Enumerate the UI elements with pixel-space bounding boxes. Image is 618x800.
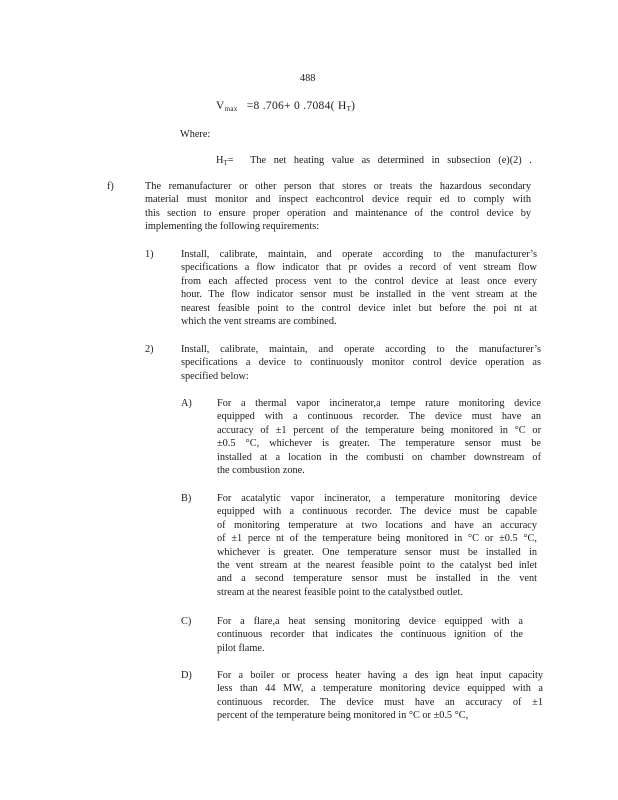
item-2-marker: 2) [145,344,154,355]
para-f-line: The remanufacturer or other person that stores or treats the hazardous secondary [145,181,531,192]
para-f-text [145,180,531,234]
equation-rhs: =8 .706+ 0 .7084( H [246,100,347,112]
item-a-marker: A) [181,398,192,409]
item-a-line: installed at a location in the combusti on chamber downstream of [217,451,541,463]
item-b-marker: B) [181,493,192,504]
item-1-text [181,248,537,328]
item-c-line: continuous recorder that indicates the continuous ignition of the [217,629,523,641]
para-f-line: material must monitor and inspect eachcontrol device requir ed to comply with [145,194,531,206]
vmax-equation [216,100,355,116]
item-b-line: the vent stream at the nearest feasible point to the catalyst bed inlet [217,560,537,572]
definition-symbol: H [216,155,224,166]
item-1-marker: 1) [145,249,154,260]
para-f-line: implementing the following requirements: [145,221,320,233]
equation-variable: V [216,100,225,112]
para-f-line: this section to ensure proper operation and maintenance of the control device by [145,207,531,219]
item-d-marker: D) [181,670,192,681]
item-1-line: hour. The flow indicator sensor must be installed in the vent stream at the [181,289,537,301]
item-b-line: of monitoring temperature at two locations and have an accuracy [217,519,537,531]
definition-symbol-subscript: T [223,159,228,167]
item-1-line: which the vent streams are combined. [181,316,337,328]
definition-equals: = [227,155,234,166]
item-d-text [217,669,543,723]
item-a-line: equipped with a continuous recorder. The device must have an [217,411,541,423]
item-1-line: from each affected process vent to the control device at least once every [181,275,537,287]
item-a-line: accuracy of ±1 percent of the temperature being monitored in °C or [217,424,541,436]
item-d-line: continuous recorder. The device must have an accuracy of ±1 [217,696,543,708]
para-f-marker: f) [107,181,114,192]
item-c-line: For a flare,a heat sensing monitoring device equipped with a [217,616,523,627]
where-label: Where: [180,129,211,140]
item-1-line: Install, calibrate, maintain, and operate according to the manufacturer’s [181,249,537,260]
item-c-text [217,615,523,655]
item-c-marker: C) [181,616,192,627]
ht-definition [216,154,532,170]
item-b-line: of ±1 perce nt of the temperature being monitored in °C or ±0.5 °C, [217,533,537,545]
item-a-line: For a thermal vapor incinerator,a tempe rature monitoring device [217,398,541,409]
item-b-line: stream at the nearest feasible point to the catalystbed outlet. [217,586,463,598]
item-b-text [217,492,537,599]
item-b-line: For acatalytic vapor incinerator, a temperature monitoring device [217,493,537,504]
item-a-line: ±0.5 °C, whichever is greater. The temperature sensor must be [217,438,541,450]
item-a-text [217,397,541,477]
item-c-line: pilot flame. [217,642,265,654]
item-b-line: and a second temperature sensor must be installed in the vent [217,573,537,585]
item-b-line: equipped with a continuous recorder. The device must be capable [217,506,537,518]
equation-variable-subscript: max [224,105,238,113]
item-a-line: the combustion zone. [217,465,305,477]
item-d-line: For a boiler or process heater having a des ign heat input capacity [217,670,543,681]
equation-rhs-close: ) [351,100,356,112]
item-d-line: percent of the temperature being monitored in °C or ±0.5 °C, [217,710,469,722]
item-2-line: Install, calibrate, maintain, and operate according to the manufacturer’s [181,344,541,355]
item-1-line: specifications a flow indicator that pr ovides a record of vent stream flow [181,262,537,274]
equation-rhs-subscript: T [346,105,352,113]
item-2-line: specified below: [181,370,249,382]
item-1-line: nearest feasible point to the control device inlet but before the poi nt at [181,302,537,314]
definition-text: The net heating value as determined in subsection (e)(2) . [250,155,532,166]
item-2-line: specifications a device to continuously monitor control device operation as [181,357,541,369]
page-number: 488 [300,73,316,84]
item-2-text [181,343,541,383]
item-b-line: whichever is greater. One temperature sensor must be installed in [217,546,537,558]
item-d-line: less than 44 MW, a temperature monitoring device equipped with a [217,683,543,695]
